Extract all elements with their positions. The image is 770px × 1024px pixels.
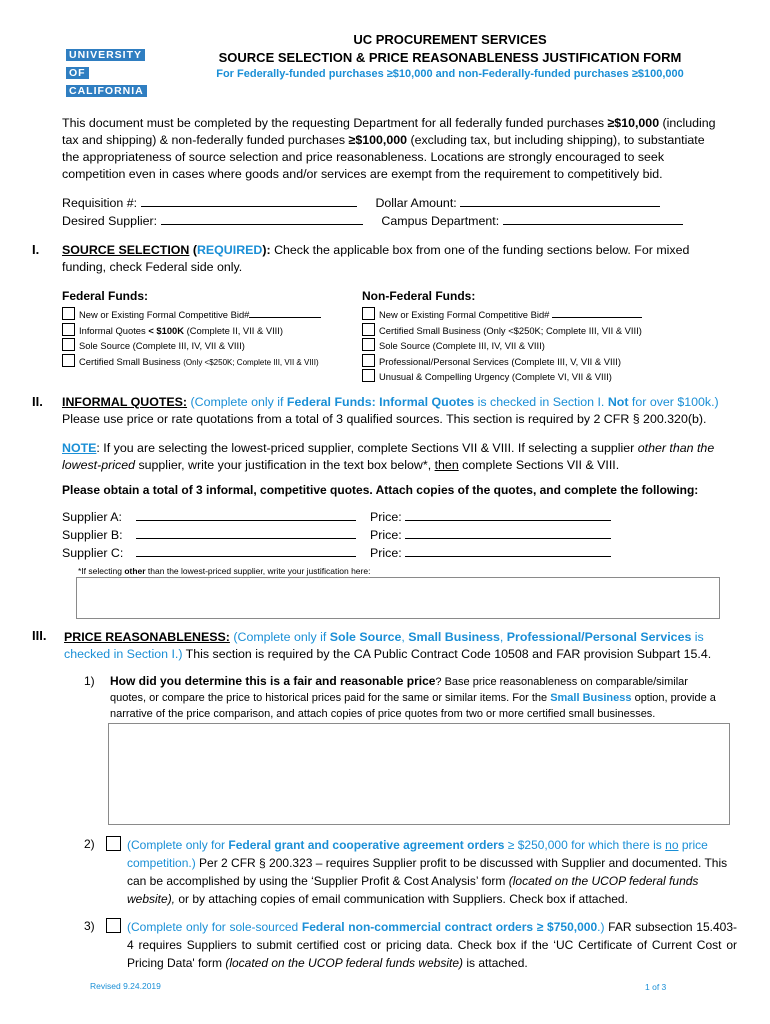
federal-option-informal-quotes: Informal Quotes < $100K (Complete II, VII & VIII)	[62, 323, 362, 339]
supplier-a-input[interactable]	[136, 508, 356, 521]
section-1-intro: SOURCE SELECTION (REQUIRED): Check the applicable box from one of the funding sections below. For mixed funding, check Federal side only.	[62, 243, 690, 274]
question-1-number: 1)	[84, 674, 95, 688]
requisition-label: Requisition #:	[62, 196, 138, 210]
section-2-obtain: Please obtain a total of 3 informal, competitive quotes. Attach copies of the quotes, and complete the following:	[62, 483, 699, 497]
supplier-b-row: Supplier B: Price:	[62, 526, 722, 544]
desired-supplier-input[interactable]	[161, 212, 363, 225]
dollar-amount-label: Dollar Amount:	[375, 196, 457, 210]
federal-option-formal-bid: New or Existing Formal Competitive Bid#	[62, 307, 362, 323]
revised-date: Revised 9.24.2019	[90, 981, 161, 991]
section-2-note: NOTE: If you are selecting the lowest-priced supplier, complete Sections VII & VIII. If selecting a supplier other than the lowest-priced supplier, write your justification in the text box below*, then complete Sections VII & VIII.	[62, 441, 715, 472]
nonfederal-option-urgency: Unusual & Compelling Urgency (Complete VI, VII & VIII)	[362, 369, 712, 385]
supplier-c-input[interactable]	[136, 544, 356, 557]
section-2-number: II.	[32, 394, 43, 409]
federal-option-sole-source: Sole Source (Complete III, IV, VII & VIII)	[62, 338, 362, 354]
logo-line-3: CALIFORNIA	[66, 85, 147, 97]
checkbox[interactable]	[62, 354, 75, 367]
justification-label: *If selecting other than the lowest-priced supplier, write your justification here:	[78, 566, 371, 576]
dollar-amount-input[interactable]	[460, 194, 660, 207]
section-3-number: III.	[32, 628, 47, 643]
price-reasonableness-textbox[interactable]	[108, 723, 730, 825]
question-3-checkbox[interactable]	[106, 918, 121, 933]
question-1-text: How did you determine this is a fair and reasonable price? Base price reasonableness on comparable/similar quotes, or compare the price to historical prices paid for the same or similar items. For the Small Business option, provide a narrative of the price comparison, and attach copies of price quotes from two or more certified small businesses.	[110, 674, 716, 720]
intro-paragraph: This document must be completed by the requesting Department for all federally funded purchases ≥$10,000 (including tax and shipping) & non-federally funded purchases ≥$100,000 (excluding tax, but including shipping), to substantiate the appropriateness of source selection and price reasonableness. Locations are strongly encouraged to seek competition even in cases where goods and/or services are exempt from the requirement to competitively bid.	[62, 116, 716, 181]
header-subtitle: For Federally-funded purchases ≥$10,000 and non-Federally-funded purchases ≥$100,000	[216, 68, 684, 80]
question-2-checkbox[interactable]	[106, 836, 121, 851]
uc-logo	[66, 45, 150, 99]
justification-textbox[interactable]	[76, 577, 720, 619]
nonfederal-option-professional-services: Professional/Personal Services (Complete III, V, VII & VIII)	[362, 354, 712, 370]
requisition-input[interactable]	[141, 194, 357, 207]
campus-department-input[interactable]	[503, 212, 683, 225]
price-b-input[interactable]	[405, 526, 611, 539]
page-number: 1 of 3	[645, 982, 667, 992]
nonfederal-options	[362, 307, 712, 385]
logo-line-2: OF	[66, 67, 89, 79]
price-c-input[interactable]	[405, 544, 611, 557]
question-2-number: 2)	[84, 837, 95, 851]
header-title-2: SOURCE SELECTION & PRICE REASONABLENESS JUSTIFICATION FORM	[218, 50, 682, 65]
supplier-fields	[62, 508, 722, 562]
fields-row-2	[62, 212, 762, 230]
checkbox[interactable]	[62, 307, 75, 320]
nonfederal-bid-number-input[interactable]	[552, 308, 642, 318]
section-3-intro: PRICE REASONABLENESS: (Complete only if Sole Source, Small Business, Professional/Personal Services is checked in Section I.) This section is required by the CA Public Contract Code 10508 and FAR provision Subpart 15.4.	[64, 630, 712, 661]
supplier-a-row: Supplier A: Price:	[62, 508, 722, 526]
nonfederal-option-small-business: Certified Small Business (Only <$250K; Complete III, VII & VIII)	[362, 323, 712, 339]
federal-option-small-business: Certified Small Business (Only <$250K; Complete III, VII & VIII)	[62, 354, 362, 371]
federal-bid-number-input[interactable]	[249, 308, 321, 318]
section-1-number: I.	[32, 242, 40, 257]
header-title-1: UC PROCUREMENT SERVICES	[353, 32, 547, 47]
desired-supplier-label: Desired Supplier:	[62, 214, 158, 228]
checkbox[interactable]	[362, 338, 375, 351]
fields-row-1	[62, 194, 762, 212]
question-3-number: 3)	[84, 919, 95, 933]
federal-options	[62, 307, 362, 370]
logo-line-1: UNIVERSITY	[66, 49, 145, 61]
checkbox[interactable]	[362, 369, 375, 382]
federal-funds-heading: Federal Funds:	[62, 289, 149, 303]
checkbox[interactable]	[362, 354, 375, 367]
checkbox[interactable]	[62, 338, 75, 351]
price-a-input[interactable]	[405, 508, 611, 521]
nonfederal-option-formal-bid: New or Existing Formal Competitive Bid#	[362, 307, 712, 323]
checkbox[interactable]	[62, 323, 75, 336]
nonfederal-option-sole-source: Sole Source (Complete III, IV, VII & VIII)	[362, 338, 712, 354]
section-2-intro: INFORMAL QUOTES: (Complete only if Federal Funds: Informal Quotes is checked in Section I. Not for over $100k.) Please use price or rate quotations from a total of 3 qualified sources. This section is required by 2 CFR § 200.320(b).	[62, 395, 719, 426]
campus-department-label: Campus Department:	[381, 214, 500, 228]
nonfederal-funds-heading: Non-Federal Funds:	[362, 289, 476, 303]
checkbox[interactable]	[362, 323, 375, 336]
question-3-text: (Complete only for sole-sourced Federal non-commercial contract orders ≥ $750,000.) FAR subsection 15.403-4 requires Suppliers to submit certified cost or pricing data. Check box if the ‘UC Certificate of Current Cost or Pricing Data' form (located on the UCOP federal funds website) is attached.	[127, 920, 737, 970]
supplier-b-input[interactable]	[136, 526, 356, 539]
question-2-text: (Complete only for Federal grant and cooperative agreement orders ≥ $250,000 for which there is no price competition.) Per 2 CFR § 200.323 – requires Supplier profit to be discussed with Supplier and documented. This can be accomplished by using the ‘Supplier Profit & Cost Analysis’ form (located on the UCOP federal funds website), or by attaching copies of email communication with Suppliers. Check box if attached.	[127, 838, 728, 906]
supplier-c-row: Supplier C: Price:	[62, 544, 722, 562]
checkbox[interactable]	[362, 307, 375, 320]
